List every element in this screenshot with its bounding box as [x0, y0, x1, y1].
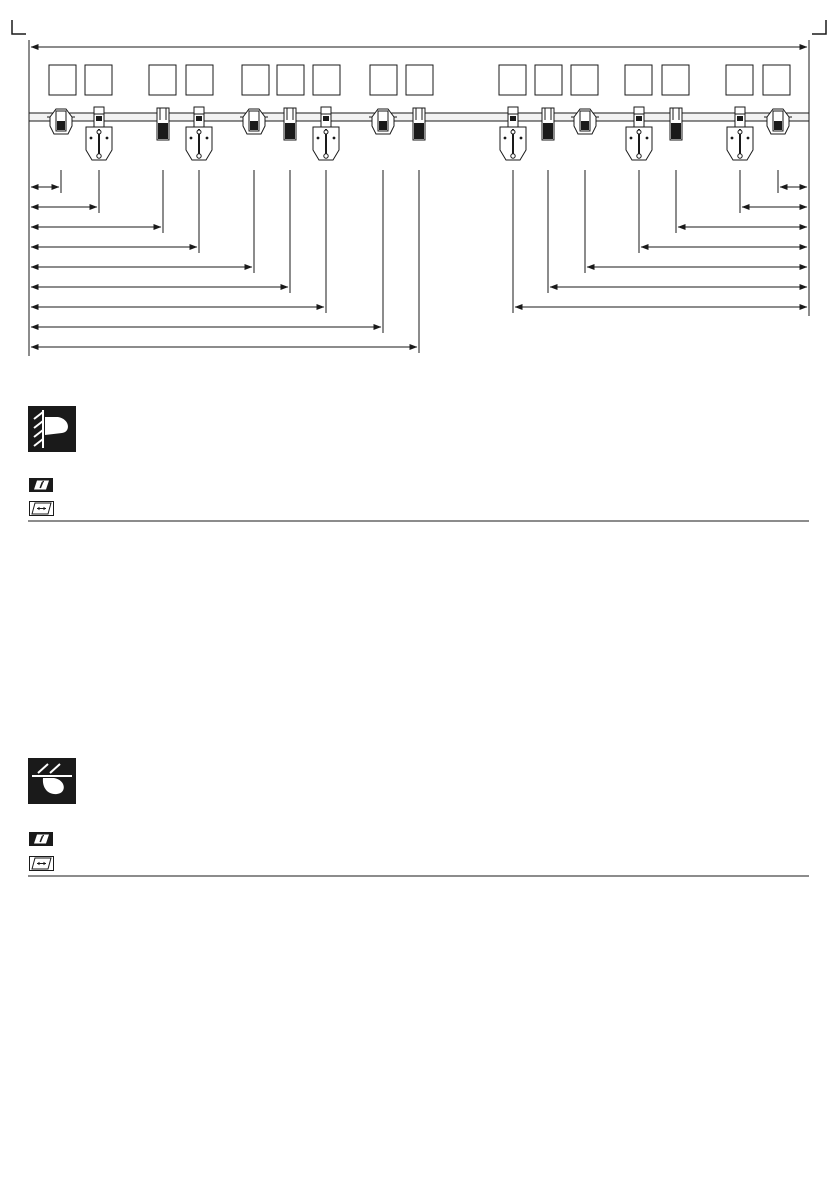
- info-icon: [29, 832, 53, 846]
- label-box: [763, 65, 790, 95]
- label-box: [662, 65, 689, 95]
- fitting-narrow-bracket: [157, 108, 169, 140]
- label-box: [85, 65, 112, 95]
- label-box: [625, 65, 652, 95]
- fitting-narrow-bracket: [284, 108, 296, 140]
- mounting-ceiling-icon: [28, 758, 76, 804]
- fitting-narrow-bracket: [670, 108, 682, 140]
- label-box: [313, 65, 340, 95]
- section-2: [28, 758, 809, 876]
- crop-marks: [12, 20, 826, 34]
- label-box: [571, 65, 598, 95]
- label-box: [149, 65, 176, 95]
- label-box: [242, 65, 269, 95]
- label-box: [370, 65, 397, 95]
- width-arrow-icon: [30, 502, 54, 516]
- label-box: [535, 65, 562, 95]
- info-icon: [29, 478, 53, 492]
- width-arrow-icon: [30, 857, 54, 871]
- label-box: [499, 65, 526, 95]
- label-box: [277, 65, 304, 95]
- label-box: [186, 65, 213, 95]
- label-box: [406, 65, 433, 95]
- fitting-narrow-bracket: [413, 108, 425, 140]
- section-1: [28, 406, 809, 521]
- fitting-narrow-bracket: [542, 108, 554, 140]
- label-box: [726, 65, 753, 95]
- label-box: [49, 65, 76, 95]
- mounting-wall-icon: [28, 406, 76, 452]
